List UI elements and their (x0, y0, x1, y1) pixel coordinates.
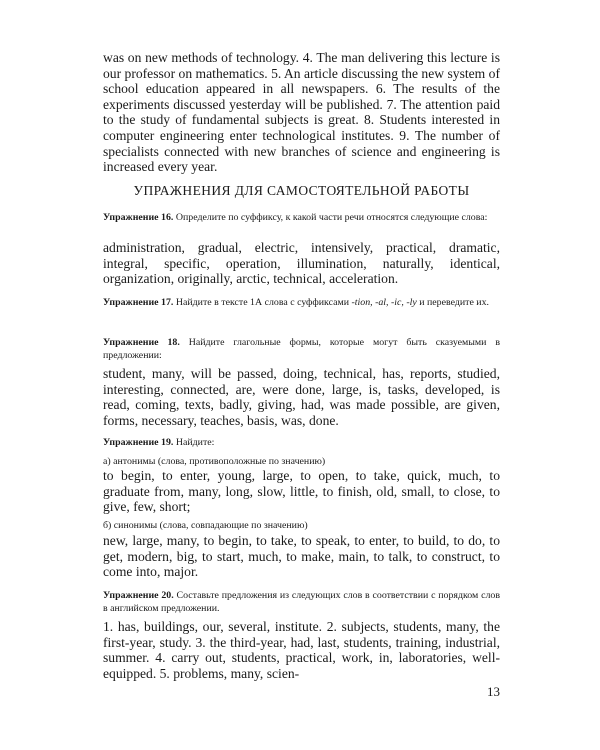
exercise-20-instruction (103, 589, 500, 615)
exercise-17-text-start: Найдите в тексте 1А слова с суффиксами (175, 297, 350, 308)
exercise-18-label: Упражнение 18. (103, 337, 180, 348)
exercise-19-label: Упражнение 19. (103, 437, 174, 448)
exercise-18-text: Найдите глагольные формы, которые могут быть сказуемыми в предложении: (103, 337, 500, 361)
exercise-17-instruction (103, 296, 500, 309)
exercise-16-instruction (103, 211, 500, 224)
exercise-20-words: 1. has, buildings, our, several, institute. 2. subjects, students, many, the first-year, study. 3. the third-year, had, last, students, training, industrial, summer. 4. carry out, students, practical, work, in, laboratories, well-equipped. 5. problems, many, scien- (103, 619, 500, 681)
exercise-17-text-end: и переведите их. (419, 297, 489, 308)
exercise-20-text: Составьте предложения из следующих слов в соответствии с порядком слов в английском предложении. (103, 590, 500, 614)
exercise-16-words: administration, gradual, electric, intensively, practical, dramatic, integral, specific, operation, illumination, naturally, identical, organization, originally, arctic, technical, acceleration. (103, 240, 500, 287)
exercise-19-part-a-label: а) антонимы (слова, противоположные по значению) (103, 456, 326, 467)
intro-paragraph: was on new methods of technology. 4. The man delivering this lecture is our professor on mathematics. 5. An article discussing the new system of school education appeared in all newspapers. 6. The results of the experiments discussed yesterday will be published. 7. The attention paid to the study of fundamental subjects is great. 8. Students interested in computer engineering enter technological institutes. 9. The number of specialists connected with new branches of science and engineering is increased every year. (103, 50, 500, 175)
exercise-19-part-a-words: to begin, to enter, young, large, to open, to take, quick, much, to graduate from, many, long, slow, little, to finish, old, small, to close, to give, few, short; (103, 468, 500, 515)
exercise-19-instruction (103, 436, 500, 449)
exercise-16-text: Определите по суффиксу, к какой части речи относятся следующие слова: (175, 212, 488, 223)
exercise-20-label: Упражнение 20. (103, 590, 174, 601)
exercise-18-instruction (103, 336, 500, 362)
page-number: 13 (487, 684, 500, 699)
exercise-16-label: Упражнение 16. (103, 212, 174, 223)
section-heading: УПРАЖНЕНИЯ ДЛЯ САМОСТОЯТЕЛЬНОЙ РАБОТЫ (133, 183, 470, 198)
exercise-17-label: Упражнение 17. (103, 297, 174, 308)
exercise-19-part-b-words: new, large, many, to begin, to take, to speak, to enter, to build, to do, to get, modern, big, to start, much, to make, main, to talk, to construct, to come into, major. (103, 533, 500, 580)
exercise-17-suffixes: -tion, -al, -ic, -ly (351, 297, 417, 308)
exercise-19-part-b-label: б) синонимы (слова, совпадающие по значению) (103, 520, 308, 531)
exercise-19-text: Найдите: (175, 437, 215, 448)
exercise-18-words: student, many, will be passed, doing, technical, has, reports, studied, interesting, connected, are, were done, large, is, tasks, developed, is read, coming, texts, badly, giving, had, was made possible, are given, forms, necessary, teaches, basis, was, done. (103, 366, 500, 428)
